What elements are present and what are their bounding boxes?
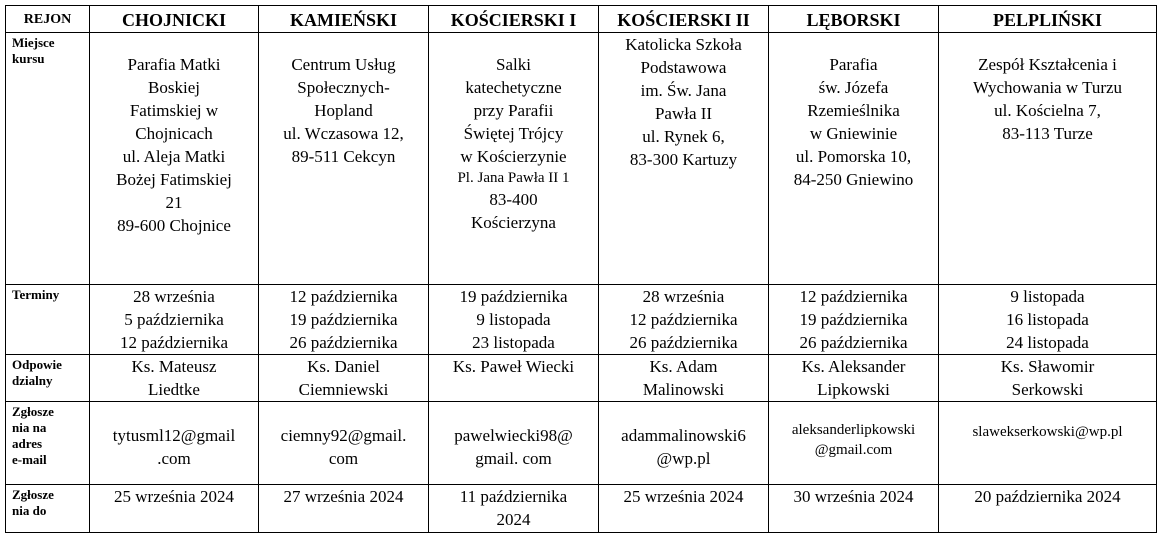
cell-terminy-kamienski: 12 października 19 października 26 października <box>259 285 429 355</box>
course-schedule-table <box>5 5 1157 533</box>
koscierski-1-place: Salki katechetyczne przy Parafii Świętej Trójcy w Kościerzynie <box>460 55 567 166</box>
header-chojnicki: CHOJNICKI <box>90 6 259 33</box>
cell-email-leborski: aleksanderlipkowski @gmail.com <box>769 402 939 485</box>
cell-terminy-leborski: 12 października 19 października 26 października <box>769 285 939 355</box>
cell-email-kamienski: ciemny92@gmail. com <box>259 402 429 485</box>
cell-email-pelplinski: slawekserkowski@wp.pl <box>939 402 1157 485</box>
cell-terminy-koscierski-2: 28 września 12 października 26 października <box>599 285 769 355</box>
cell-miejsce-leborski: Parafia św. Józefa Rzemieślnika w Gniewinie ul. Pomorska 10, 84-250 Gniewino <box>769 33 939 285</box>
cell-email-koscierski-1: pawelwiecki98@ gmail. com <box>429 402 599 485</box>
cell-do-koscierski-1: 11 października 2024 <box>429 485 599 533</box>
koscierski-1-street: Pl. Jana Pawła II 1 <box>457 170 570 186</box>
header-pelplinski: PELPLIŃSKI <box>939 6 1157 33</box>
row-zgloszenia-do <box>6 485 1157 533</box>
cell-odp-koscierski-1: Ks. Paweł Wiecki <box>429 355 599 402</box>
row-label-terminy: Terminy <box>6 285 90 355</box>
cell-miejsce-koscierski-1 <box>429 33 599 285</box>
cell-email-chojnicki: tytusml12@gmail .com <box>90 402 259 485</box>
row-label-email: Zgłosze nia na adres e-mail <box>6 402 90 485</box>
row-terminy <box>6 285 1157 355</box>
cell-terminy-chojnicki: 28 września 5 października 12 października <box>90 285 259 355</box>
cell-terminy-koscierski-1: 19 października 9 listopada 23 listopada <box>429 285 599 355</box>
header-koscierski-1: KOŚCIERSKI I <box>429 6 599 33</box>
cell-odp-leborski: Ks. Aleksander Lipkowski <box>769 355 939 402</box>
header-kamienski: KAMIEŃSKI <box>259 6 429 33</box>
cell-miejsce-kamienski: Centrum Usług Społecznych- Hopland ul. Wczasowa 12, 89-511 Cekcyn <box>259 33 429 285</box>
cell-odp-pelplinski: Ks. Sławomir Serkowski <box>939 355 1157 402</box>
header-rejon: REJON <box>6 6 90 33</box>
cell-do-leborski: 30 września 2024 <box>769 485 939 533</box>
cell-do-koscierski-2: 25 września 2024 <box>599 485 769 533</box>
cell-do-chojnicki: 25 września 2024 <box>90 485 259 533</box>
row-email <box>6 402 1157 485</box>
header-koscierski-2: KOŚCIERSKI II <box>599 6 769 33</box>
cell-odp-koscierski-2: Ks. Adam Malinowski <box>599 355 769 402</box>
cell-miejsce-koscierski-2: Katolicka Szkoła Podstawowa im. Św. Jana Pawła II ul. Rynek 6, 83-300 Kartuzy <box>599 33 769 285</box>
cell-email-koscierski-2: adammalinowski6 @wp.pl <box>599 402 769 485</box>
cell-odp-chojnicki: Ks. Mateusz Liedtke <box>90 355 259 402</box>
cell-miejsce-pelplinski: Zespół Kształcenia i Wychowania w Turzu ul. Kościelna 7, 83-113 Turze <box>939 33 1157 285</box>
row-label-miejsce: Miejsce kursu <box>6 33 90 285</box>
row-odpowiedzialny <box>6 355 1157 402</box>
cell-do-kamienski: 27 września 2024 <box>259 485 429 533</box>
koscierski-1-city: 83-400 Kościerzyna <box>471 190 556 232</box>
cell-odp-kamienski: Ks. Daniel Ciemniewski <box>259 355 429 402</box>
cell-do-pelplinski: 20 października 2024 <box>939 485 1157 533</box>
row-miejsce-kursu <box>6 33 1157 285</box>
cell-terminy-pelplinski: 9 listopada 16 listopada 24 listopada <box>939 285 1157 355</box>
row-label-odpowiedzialny: Odpowie dzialny <box>6 355 90 402</box>
header-leborski: LĘBORSKI <box>769 6 939 33</box>
cell-miejsce-chojnicki: Parafia Matki Boskiej Fatimskiej w Chojnicach ul. Aleja Matki Bożej Fatimskiej 21 89-600 Chojnice <box>90 33 259 285</box>
row-label-zgloszenia-do: Zgłosze nia do <box>6 485 90 533</box>
header-row <box>6 6 1157 33</box>
